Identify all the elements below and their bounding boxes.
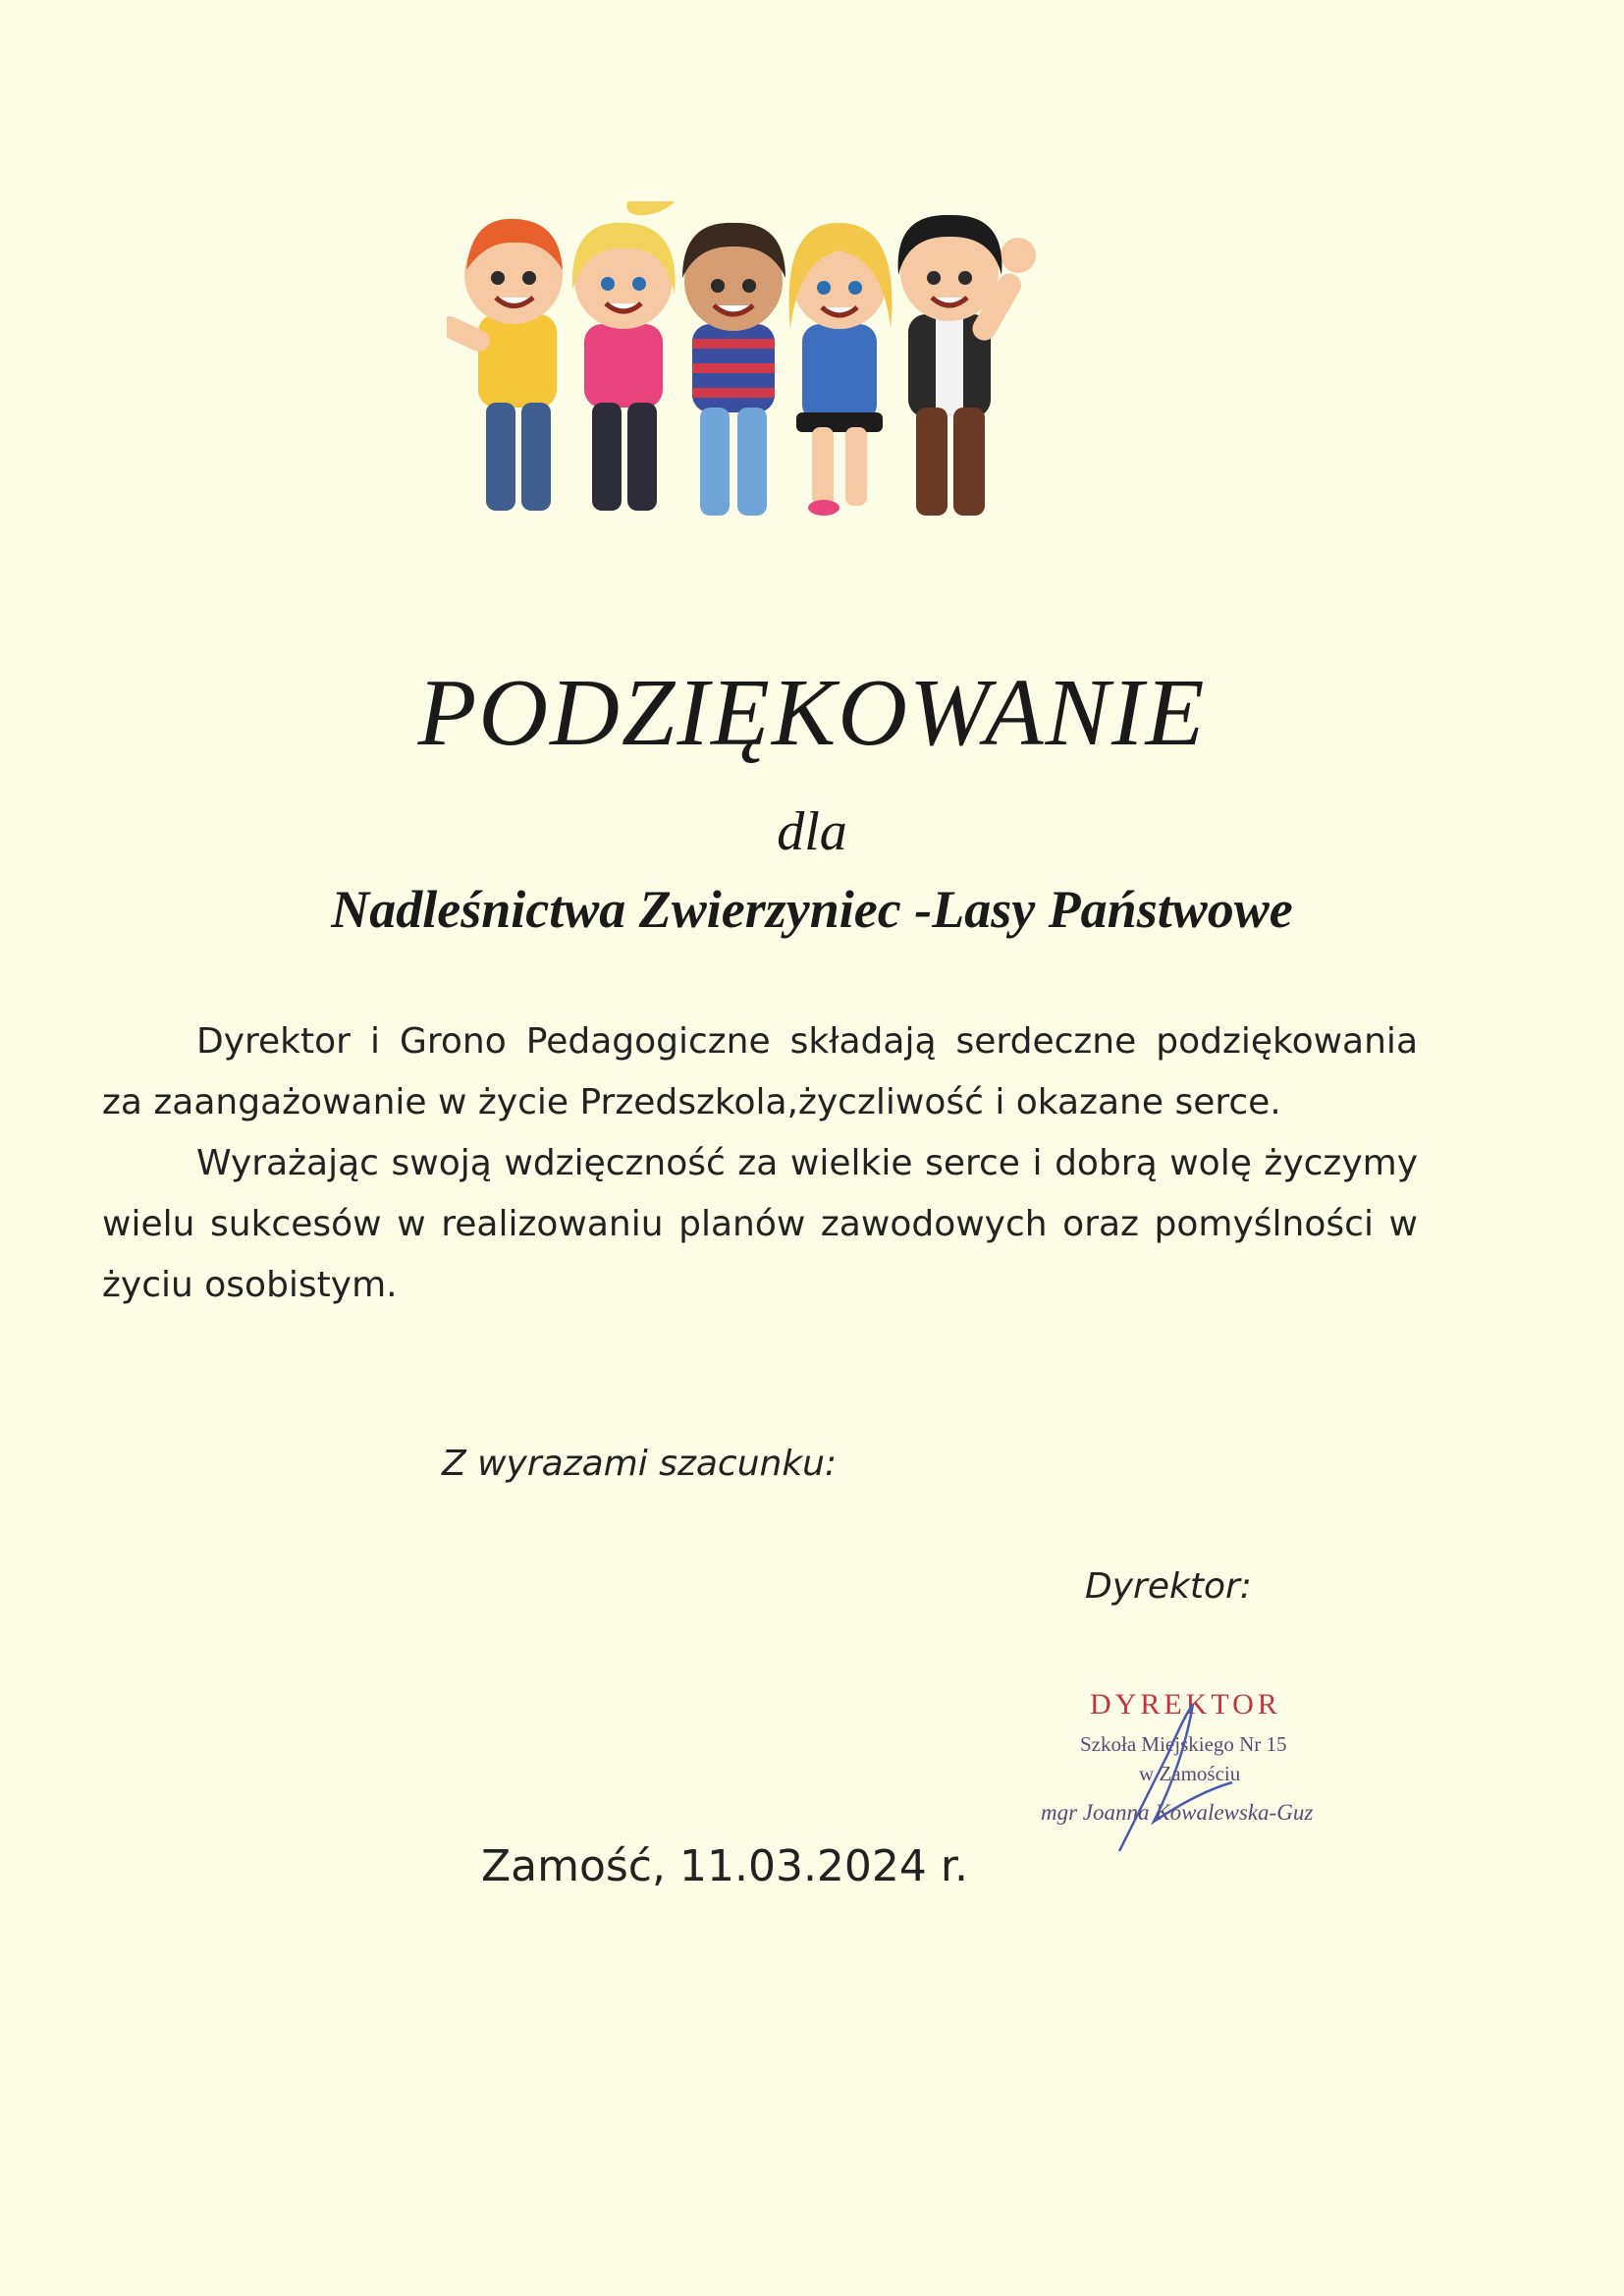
stamp-line-1: DYREKTOR bbox=[1090, 1688, 1281, 1721]
stamp-line-3: w Zamościu bbox=[1139, 1762, 1241, 1785]
child-3-figure bbox=[682, 223, 785, 516]
recipient-name: Nadleśnictwa Zwierzyniec -Lasy Państwowe bbox=[331, 880, 1293, 939]
child-4-figure bbox=[789, 223, 893, 516]
document-title: PODZIĘKOWANIE bbox=[417, 660, 1207, 766]
child-2-figure bbox=[572, 201, 683, 511]
children-group-icon bbox=[447, 201, 1095, 535]
letter-body bbox=[102, 1011, 1418, 1316]
child-1-figure bbox=[447, 219, 563, 511]
for-word: dla bbox=[777, 801, 847, 862]
signer-title: Dyrektor: bbox=[1085, 1566, 1252, 1607]
place-and-date: Zamość, 11.03.2024 r. bbox=[481, 1841, 968, 1891]
stamp-line-4: mgr Joanna Kowalewska-Guz bbox=[1041, 1800, 1314, 1825]
body-paragraph-1: Dyrektor i Grono Pedagogiczne składają serdeczne podziękowania za zaangażowanie w życie Przedszkola,życzliwość i okazane serce. bbox=[102, 1021, 1418, 1122]
closing-phrase: Z wyrazami szacunku: bbox=[442, 1444, 838, 1484]
director-stamp bbox=[1021, 1674, 1394, 1861]
body-paragraph-2: Wyrażając swoją wdzięczność za wielkie serce i dobrą wolę życzymy wielu sukcesów w realizowaniu planów zawodowych oraz pomyślności w życiu osobistym. bbox=[102, 1143, 1418, 1305]
child-5-figure bbox=[898, 215, 1036, 516]
stamp-line-2: Szkoła Miejskiego Nr 15 bbox=[1080, 1732, 1287, 1756]
